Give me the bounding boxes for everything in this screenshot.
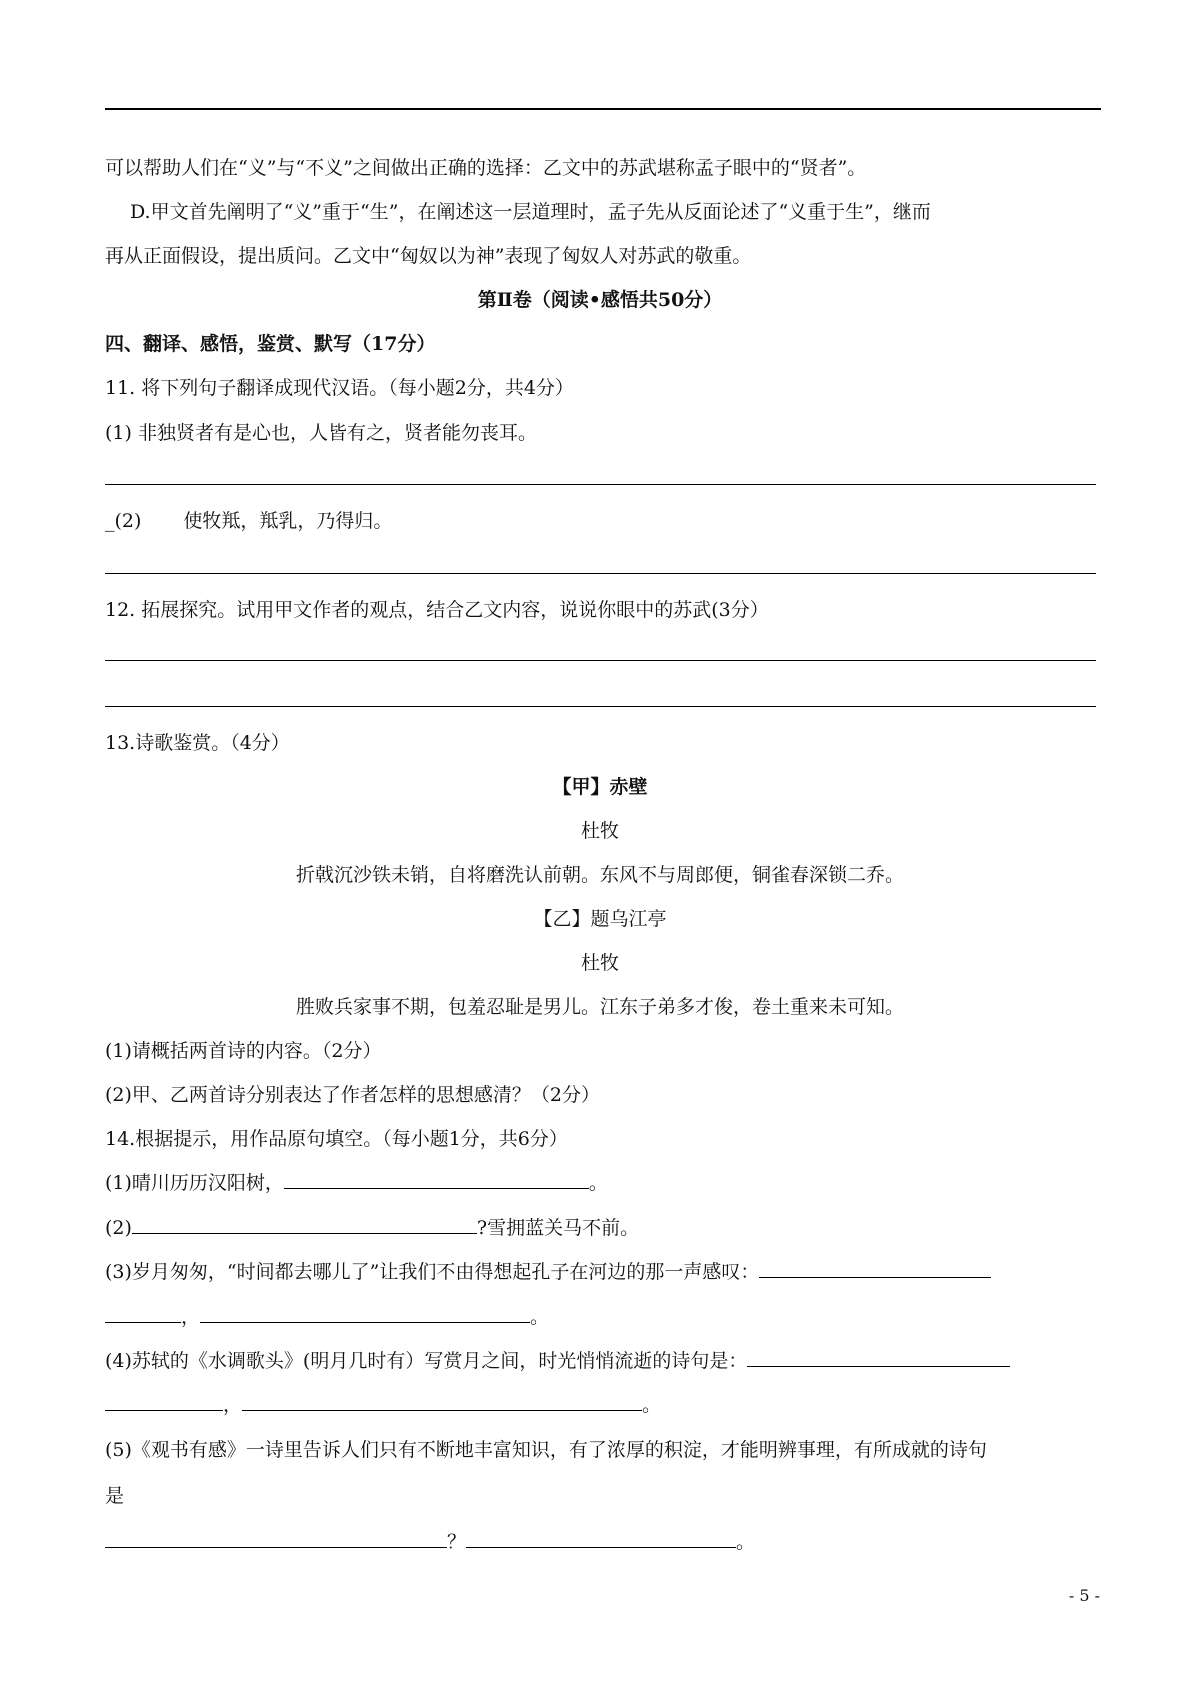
poem-b-title: 【乙】题乌江亭 [533, 908, 667, 930]
q11-item2-text: 使牧羝，羝乳，乃得归。 [183, 510, 393, 532]
q14-item5-line2: 是 [105, 1485, 125, 1507]
poem-b-author: 杜牧 [580, 952, 619, 974]
poem-a-title: 【甲】赤壁 [552, 776, 648, 798]
q14-item2 [105, 1215, 639, 1241]
q14-item5-line1: (5)《观书有感》一诗里告诉人们只有不断地丰富知识，有了浓厚的积淀，才能明辨事理，有所成就的诗句 [105, 1439, 987, 1461]
q14-item1-suffix: 。 [588, 1172, 608, 1194]
q14-item1-blank[interactable] [284, 1170, 589, 1189]
page-number: - 5 - [1068, 1586, 1100, 1605]
q14-item4-end: 。 [642, 1394, 662, 1416]
q14-item3-end: 。 [530, 1306, 550, 1328]
q14-item3-text: (3)岁月匆匆，“时间都去哪儿了”让我们不由得想起孔子在河边的那一声感叹： [105, 1261, 760, 1283]
q11-item2 [105, 508, 392, 534]
q14-item5-q: ？ [447, 1531, 467, 1553]
q14-item4-blank-1[interactable] [747, 1348, 1010, 1367]
q11-answer-line-2[interactable] [105, 573, 1096, 574]
q14-item4-line1 [105, 1348, 1010, 1374]
q11-stem: 11. 将下列句子翻译成现代汉语。（每小题2分，共4分） [105, 377, 574, 399]
q14-item3-comma: ， [181, 1306, 201, 1328]
q14-item5-end: 。 [736, 1531, 756, 1553]
header-rule [105, 108, 1101, 110]
q14-item2-suffix: ?雪拥蓝关马不前。 [476, 1217, 640, 1239]
q13-sub1: (1)请概括两首诗的内容。（2分） [105, 1040, 382, 1062]
poem-b-text: 胜败兵家事不期，包羞忍耻是男儿。江东子弟多才俊，卷土重来未可知。 [295, 996, 904, 1018]
poem-a-text: 折戟沉沙铁未销，自将磨洗认前朝。东风不与周郎便，铜雀春深锁二乔。 [295, 864, 904, 886]
q11-item2-prefix: _(2) [105, 510, 142, 532]
q14-item3-line1 [105, 1259, 991, 1285]
q14-item3-blank-2[interactable] [105, 1304, 181, 1323]
q14-item4-line2 [105, 1392, 661, 1418]
q14-item1 [105, 1170, 608, 1196]
q14-item3-blank-3[interactable] [200, 1304, 530, 1323]
q14-item5-line3 [105, 1529, 755, 1555]
section-title: 四、翻译、感悟，鉴赏、默写（17分） [105, 333, 436, 355]
q14-item2-prefix: (2) [105, 1217, 132, 1239]
q14-item4-blank-2[interactable] [105, 1392, 223, 1411]
option-d-line2: 再从正面假设，提出质问。乙文中“匈奴以为神”表现了匈奴人对苏武的敬重。 [105, 245, 752, 267]
q14-item3-blank-1[interactable] [759, 1259, 991, 1278]
q11-answer-line-1[interactable] [105, 484, 1096, 485]
q14-item3-line2 [105, 1304, 549, 1330]
q11-item1: (1) 非独贤者有是心也，人皆有之，贤者能勿丧耳。 [105, 422, 537, 444]
q12-stem: 12. 拓展探究。试用甲文作者的观点，结合乙文内容，说说你眼中的苏武(3分） [105, 599, 769, 621]
q14-item2-blank[interactable] [132, 1215, 477, 1234]
q14-item5-blank-2[interactable] [466, 1529, 736, 1548]
poem-a-author: 杜牧 [580, 820, 619, 842]
q14-item1-prefix: (1)晴川历历汉阳树， [105, 1172, 284, 1194]
q12-answer-line-1[interactable] [105, 660, 1096, 661]
q14-item4-blank-3[interactable] [242, 1392, 642, 1411]
q14-item4-text: (4)苏轼的《水调歌头》(明月几时有）写赏月之间，时光悄悄流逝的诗句是： [105, 1350, 748, 1372]
q13-sub2: (2)甲、乙两首诗分别表达了作者怎样的思想感清？（2分） [105, 1084, 601, 1106]
option-d-line1: D.甲文首先阐明了“义”重于“生”，在阐述这一层道理时，孟子先从反面论述了“义重于生”，继而 [130, 201, 931, 223]
part-title: 第Ⅱ卷（阅读•感悟共50分） [477, 289, 723, 311]
q12-answer-line-2[interactable] [105, 706, 1096, 707]
q14-item4-comma: ， [223, 1394, 243, 1416]
q14-stem: 14.根据提示，用作品原句填空。（每小题1分，共6分） [105, 1128, 568, 1150]
q13-stem: 13.诗歌鉴赏。（4分） [105, 732, 290, 754]
continuation-text: 可以帮助人们在“义”与“不义”之间做出正确的选择：乙文中的苏武堪称孟子眼中的“贤者”。 [105, 157, 867, 179]
q14-item5-blank-1[interactable] [105, 1529, 447, 1548]
